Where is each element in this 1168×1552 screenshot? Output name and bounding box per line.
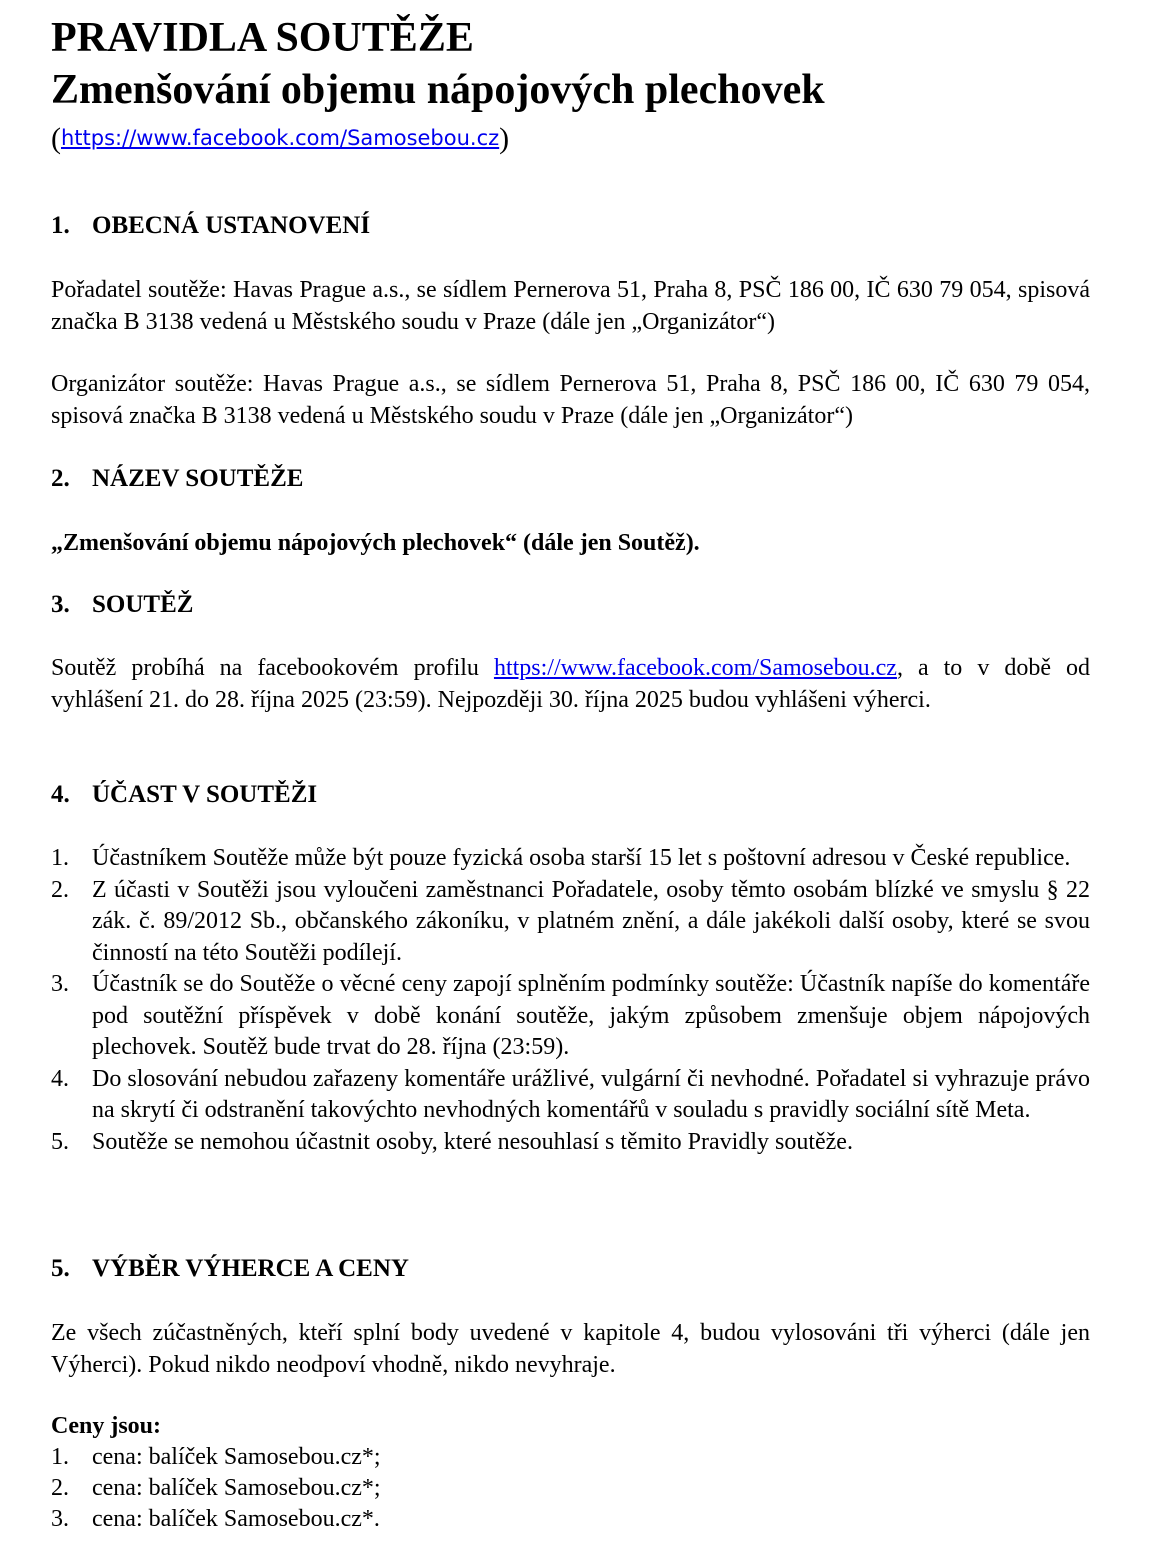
- participation-list: [51, 843, 1090, 1158]
- paren-close: ): [499, 122, 510, 155]
- prize-item: [51, 1442, 381, 1473]
- paren-open: (: [51, 122, 61, 155]
- prize-text: cena: balíček Samosebou.cz*.: [92, 1506, 380, 1532]
- section-3-heading: [51, 589, 193, 621]
- prize-number: 1.: [51, 1444, 69, 1470]
- contest-paragraph: [51, 652, 1090, 716]
- section-5-heading: [51, 1253, 409, 1285]
- prize-text: cena: balíček Samosebou.cz*;: [92, 1475, 381, 1501]
- list-item: [51, 969, 1090, 1064]
- list-item: [51, 875, 1090, 970]
- item-number: 5.: [51, 1128, 69, 1155]
- prize-item: [51, 1473, 381, 1504]
- section-title: VÝBĚR VÝHERCE A CENY: [92, 1255, 409, 1282]
- item-text: Z účasti v Soutěži jsou vyloučeni zaměstnanci Pořadatele, osoby těmto osobám blízké ve smyslu § 22 zák. č. 89/2012 Sb., občanského zákoníku, v platném znění, a dále jakékoli další osoby, které se svou činností na této Soutěži podílejí.: [92, 876, 1090, 966]
- facebook-profile-link[interactable]: https://www.facebook.com/Samosebou.cz: [493, 655, 897, 681]
- item-text: Účastník se do Soutěže o věcné ceny zapojí splněním podmínky soutěže: Účastník napíše do komentáře pod soutěžní příspěvek v době konání soutěže, jakým způsobem zmenšuje objem nápojových plechovek. Soutěž bude trvat do 28. října (23:59).: [92, 971, 1090, 1060]
- section-number: 1.: [51, 212, 70, 239]
- prizes-label: Ceny jsou:: [51, 1413, 162, 1439]
- winner-paragraph: Ze všech zúčastněných, kteří splní body uvedené v kapitole 4, budou vylosováni tři výherci (dále jen Výherci). Pokud nikdo neodpoví vhodně, nikdo nevyhraje.: [51, 1320, 1090, 1378]
- list-item: [51, 843, 1090, 875]
- item-text: Do slosování nebudou zařazeny komentáře urážlivé, vulgární či nevhodné. Pořadatel si vyhrazuje právo na skrytí či odstranění takovýchto nevhodných komentářů v souladu s pravidly sociální sítě Meta.: [92, 1065, 1090, 1123]
- prizes-block: [51, 1411, 381, 1535]
- item-text: Účastníkem Soutěže může být pouze fyzická osoba starší 15 let s poštovní adresou v České republice.: [92, 845, 1071, 871]
- list-item: [51, 1127, 1090, 1159]
- section-number: 3.: [51, 591, 70, 618]
- section-title: OBECNÁ USTANOVENÍ: [92, 212, 371, 239]
- prize-text: cena: balíček Samosebou.cz*;: [92, 1444, 381, 1470]
- section-1-heading: [51, 210, 370, 242]
- prize-number: 2.: [51, 1475, 69, 1501]
- section-title: ÚČAST V SOUTĚŽI: [92, 781, 318, 808]
- contest-text-end: , a to v době od vyhlášení 21. do 28. října 2025 (23:59). Nejpozději 30. října 2025 budou vyhlášeni výherci.: [51, 655, 1090, 713]
- item-number: 1.: [51, 845, 69, 871]
- facebook-link[interactable]: https://www.facebook.com/Samosebou.cz: [61, 126, 500, 150]
- section-number: 5.: [51, 1255, 70, 1282]
- item-number: 2.: [51, 876, 69, 903]
- section-title: SOUTĚŽ: [92, 591, 194, 618]
- prize-number: 3.: [51, 1506, 69, 1532]
- section-title: NÁZEV SOUTĚŽE: [92, 465, 304, 492]
- document-subtitle: Zmenšování objemu nápojových plechovek: [51, 67, 825, 113]
- item-text: Soutěže se nemohou účastnit osoby, které nesouhlasí s těmito Pravidly soutěže.: [92, 1128, 853, 1155]
- section-number: 2.: [51, 465, 70, 492]
- item-number: 4.: [51, 1065, 69, 1092]
- section-2-heading: [51, 463, 303, 495]
- section-4-heading: [51, 779, 317, 811]
- contest-name: „Zmenšování objemu nápojových plechovek“ (dále jen Soutěž).: [51, 530, 700, 556]
- prize-item: [51, 1504, 381, 1535]
- document-title: PRAVIDLA SOUTĚŽE: [51, 15, 474, 61]
- contest-text: Soutěž probíhá na facebookovém profilu: [51, 655, 494, 681]
- organizer-paragraph-2: Organizátor soutěže: Havas Prague a.s., se sídlem Pernerova 51, Praha 8, PSČ 186 00, IČ 630 79 054, spisová značka B 3138 vedená u Městského soudu v Praze (dále jen „Organizátor“): [51, 371, 1090, 429]
- organizer-paragraph: Pořadatel soutěže: Havas Prague a.s., se sídlem Pernerova 51, Praha 8, PSČ 186 00, IČ 630 79 054, spisová značka B 3138 vedená u Městského soudu v Praze (dále jen „Organizátor“): [51, 277, 1090, 335]
- section-number: 4.: [51, 781, 70, 808]
- item-number: 3.: [51, 971, 69, 997]
- list-item: [51, 1064, 1090, 1127]
- header-link-line: [51, 118, 509, 159]
